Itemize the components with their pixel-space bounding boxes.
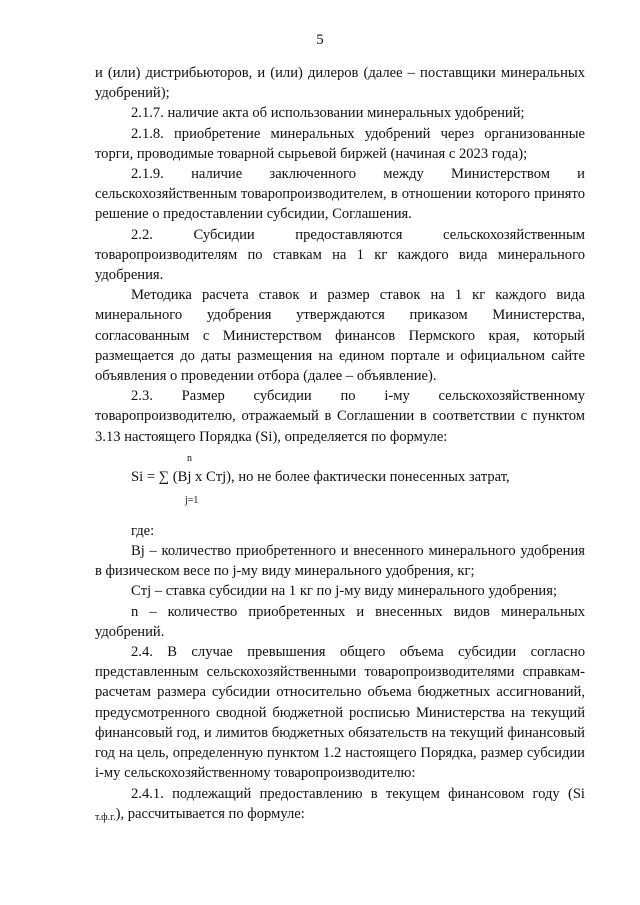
paragraph-2-1-7: 2.1.7. наличие акта об использовании минеральных удобрений;	[131, 105, 525, 122]
where-label: где:	[131, 522, 155, 539]
formula-si	[95, 453, 585, 515]
paragraph-methodology: Методика расчета ставок и размер ставок на 1 кг каждого вида минерального удобрения утверждаются приказом Министерства, согласованным с Министерством финансов Пермского края, который размещается до даты размещения на едином портале и официальном сайте объявления о проведении отбора (далее – объявление).	[95, 287, 585, 385]
paragraph-2-1-8: 2.1.8. приобретение минеральных удобрений через организованные торги, проводимые товарной сырьевой биржей (начиная с 2023 года);	[95, 125, 585, 162]
definition-ctj: Cтj – ставка субсидии на 1 кг по j-му виду минерального удобрения;	[131, 583, 558, 600]
paragraph-2-4: 2.4. В случае превышения общего объема субсидии согласно представленным сельскохозяйственными товаропроизводителями справкам-расчетам размера субсидии относительно объема бюджетных ассигнований, предусмотренного сводной бюджетной росписью Министерства на текущий финансовый год, и лимитов бюджетных обязательств на текущий финансовый год на цель, определенную пунктом 1.2 настоящего Порядка, размер субсидии i-му сельскохозяйственному товаропроизводителю:	[95, 644, 585, 782]
paragraph-2-2: 2.2. Субсидии предоставляются сельскохозяйственным товаропроизводителям по ставкам на 1 кг каждого вида минерального удобрения.	[95, 226, 585, 284]
formula-lower-limit: j=1	[185, 494, 199, 506]
definition-bj: Bj – количество приобретенного и внесенного минерального удобрения в физическом весе по j-му виду минерального удобрения, кг;	[95, 543, 585, 580]
document-body	[95, 63, 585, 828]
paragraph-2-4-1-start: 2.4.1. подлежащий предоставлению в текущем финансовом году (Si	[131, 785, 585, 802]
paragraph-2-3: 2.3. Размер субсидии по i-му сельскохозяйственному товаропроизводителю, отражаемый в Соглашении в соответствии с пунктом 3.13 настоящего Порядка (Si), определяется по формуле:	[95, 388, 585, 445]
formula-main: Si = ∑ (Bj x Cтj), но не более фактически понесенных затрат,	[131, 468, 510, 485]
paragraph-2-4-1	[95, 784, 585, 828]
paragraph-2-4-1-subscript: т.ф.г.	[95, 811, 116, 823]
definition-n: n – количество приобретенных и внесенных видов минеральных удобрений.	[95, 603, 585, 640]
formula-upper-limit: n	[187, 452, 192, 464]
page-number: 5	[316, 32, 324, 48]
paragraph-2-1-9: 2.1.9. наличие заключенного между Министерством и сельскохозяйственным товаропроизводителем, в отношении которого принято решение о предоставлении субсидии, Соглашения.	[95, 166, 585, 223]
paragraph-suppliers: и (или) дистрибьюторов, и (или) дилеров (далее – поставщики минеральных удобрений);	[95, 65, 585, 102]
paragraph-2-4-1-end: ), рассчитывается по формуле:	[115, 805, 305, 822]
